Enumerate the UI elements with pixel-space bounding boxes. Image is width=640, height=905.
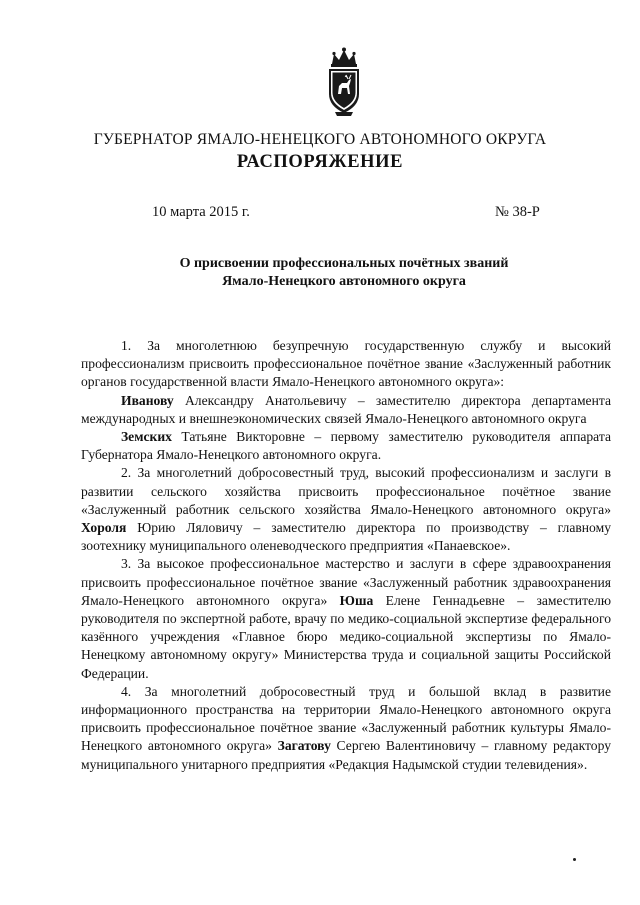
document-date: 10 марта 2015 г. <box>152 204 250 220</box>
item-2 <box>81 464 611 555</box>
subject-line-2: Ямало-Ненецкого автономного округа <box>222 274 466 289</box>
item-1-recipient-b <box>81 428 611 464</box>
recipient-details: Александру Анатольевичу – заместителю директора департамента международных и внешнеэкономических связей Ямало-Ненецкого автономного округа <box>81 392 611 426</box>
recipient-surname: Иванову <box>121 392 174 408</box>
item-1-intro: 1. За многолетнюю безупречную государственную службу и высокий профессионализм присвоить профессиональное почётное звание «Заслуженный работник органов государственной власти Ямало-Ненецкого автономного округа»: <box>81 338 611 390</box>
subject-line-1: О присвоении профессиональных почётных званий <box>179 256 509 271</box>
recipient-details: Елене Геннадьевне – заместителю руководителя по экспертной работе, врачу по медико-социальной экспертизе федерального казённого учреждения «Главное бюро медико-социальной экспертизы по Ямало-Ненецкому автономному округу» Министерства труда и социальной защиты Российской Федерации. <box>81 592 611 681</box>
recipient-surname: Земских <box>121 429 172 445</box>
recipient-details: Юрию Ляловичу – заместителю директора по производству – главному зоотехнику муниципального оленеводческого предприятия «Панаевское». <box>81 520 611 554</box>
scan-dot <box>573 858 576 861</box>
document-subject <box>60 255 628 291</box>
item-3-text: 3. За высокое профессиональное мастерство и заслуги в сфере здравоохранения присвоить профессиональное почётное звание «Заслуженный работник здравоохранения Ямало-Ненецкого автономного округа» <box>81 556 611 608</box>
item-3 <box>81 555 611 682</box>
recipient-surname: Юша <box>339 592 374 608</box>
document-body <box>81 337 611 774</box>
item-1-recipient-a <box>81 392 611 428</box>
item-4 <box>81 683 611 774</box>
document-type-title: РАСПОРЯЖЕНИЕ <box>236 152 404 172</box>
document-number: № 38-Р <box>495 204 540 220</box>
recipient-surname: Загатову <box>277 738 331 754</box>
item-4-text: 4. За многолетний добросовестный труд и большой вклад в развитие информационного пространства на территории Ямало-Ненецкого автономного округа присвоить профессиональное почётное звание «Заслуженный работник культуры Ямало-Ненецкого автономного округа» <box>81 683 611 754</box>
coat-of-arms-icon <box>322 46 366 120</box>
item-2-text: 2. За многолетний добросовестный труд, высокий профессионализм и заслуги в развитии сельского хозяйства присвоить профессиональное почётное звание «Заслуженный работник сельского хозяйства Ямало-Ненецкого автономного округа» <box>81 465 611 517</box>
issuing-authority: ГУБЕРНАТОР ЯМАЛО-НЕНЕЦКОГО АВТОНОМНОГО ОКРУГА <box>93 131 547 148</box>
recipient-surname: Хороля <box>81 520 127 536</box>
recipient-details: Сергею Валентиновичу – главному редактору муниципального унитарного предприятия «Редакция Надымской студии телевидения». <box>81 738 611 772</box>
recipient-details: Татьяне Викторовне – первому заместителю руководителя аппарата Губернатора Ямало-Ненецкого автономного округа. <box>81 429 611 463</box>
